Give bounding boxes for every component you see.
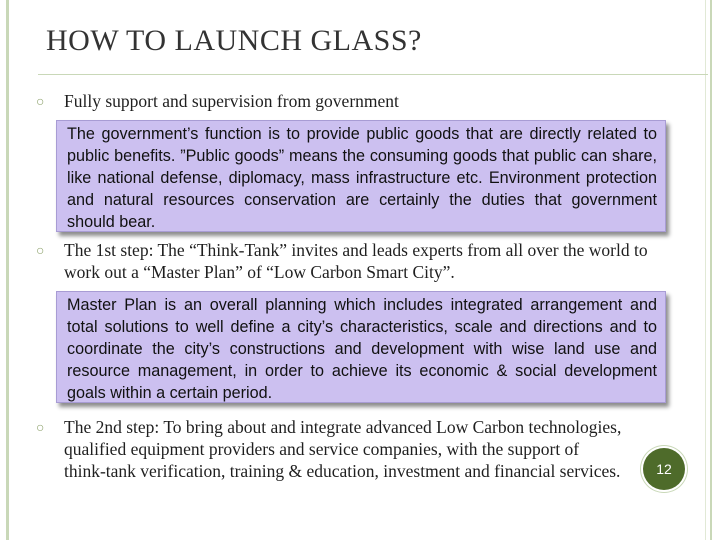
slide-frame-left [6,0,9,540]
slide-frame-right [710,0,712,540]
bullet-item-1 [36,90,624,112]
title-divider [38,74,708,75]
hollow-circle-bullet-icon: ○ [36,421,45,436]
bullet-text-2: The 1st step: The “Think-Tank” invites and leads experts from all over the world to work out a “Master Plan” of “Low Carbon Smart City”. [64,240,648,282]
hollow-circle-bullet-icon: ○ [36,95,45,110]
slide-title: HOW TO LAUNCH GLASS? [46,24,422,57]
bullet-text-3: The 2nd step: To bring about and integrate advanced Low Carbon technologies, qualified equipment providers and service companies, with the support of think-tank verification, training & education, investment and financial services. [64,417,622,481]
page-number-badge: 12 [643,448,685,490]
slide-frame-right-inner [705,0,706,540]
hollow-circle-bullet-icon: ○ [36,244,45,259]
bullet-item-3 [36,416,624,482]
info-box-text-2: Master Plan is an overall planning which includes integrated arrangement and total solutions to well define a city’s characteristics, scale and directions and to coordinate the city’s constructions and development with wise land use and resource management, in order to achieve its economic & social development goals within a certain period. [67,296,657,402]
info-box-government [56,120,666,232]
bullet-text-1: Fully support and supervision from government [64,91,399,111]
info-box-master-plan [56,291,666,403]
info-box-text-1: The government’s function is to provide public goods that are directly related to public benefits. ”Public goods” means the consuming goods that public can share, like national defense, diplomacy, mass infrastructure etc. Environment protection and natural resources conservation are certainly the duties that government should bear. [67,125,657,231]
bullet-item-2 [36,239,664,283]
